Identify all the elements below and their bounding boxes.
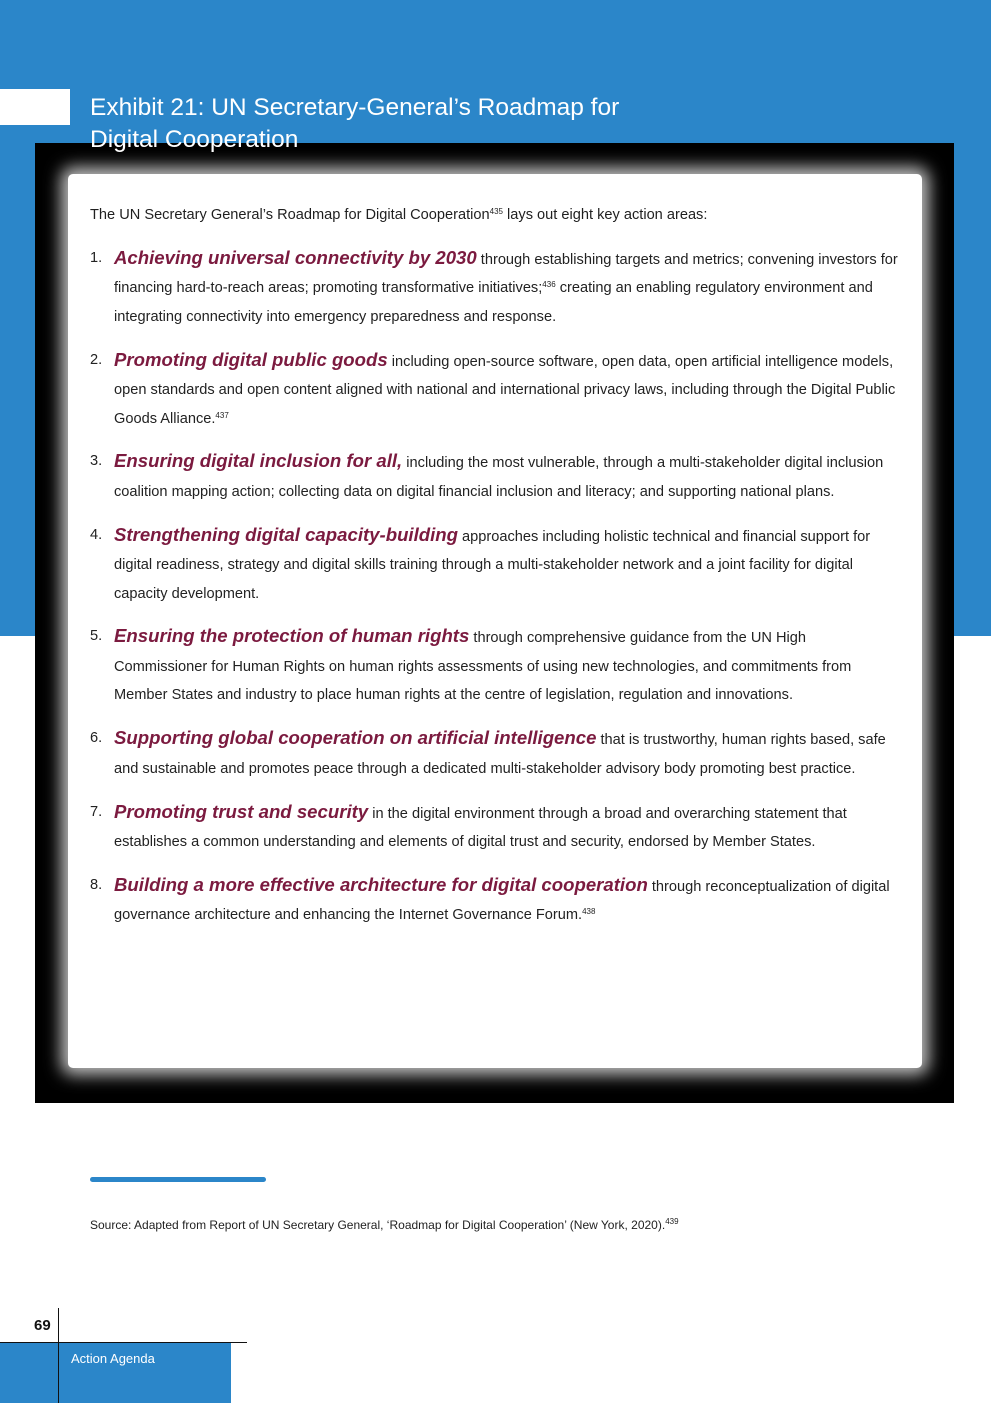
source-note bbox=[90, 1216, 910, 1234]
exhibit-title bbox=[90, 92, 770, 156]
exhibit-title-line-1: Exhibit 21: UN Secretary-General’s Roadmap for bbox=[90, 94, 620, 121]
item-text: approaches including holistic technical and financial support for digital readiness, strategy and digital skills training through a multi-stakeholder network and a joint facility for digital capacity development. bbox=[114, 528, 871, 602]
action-areas-list bbox=[90, 244, 902, 944]
item-text: including open-source software, open data, open artificial intelligence models, open standards and open content aligned with national and international privacy laws, including through the Digital Public Goods Alliance. bbox=[114, 353, 896, 427]
source-text: Source: Adapted from Report of UN Secretary General, ‘Roadmap for Digital Cooperation’ (New York, 2020). bbox=[90, 1218, 666, 1232]
item-heading: Ensuring the protection of human rights bbox=[114, 625, 470, 647]
item-text: including the most vulnerable, through a multi-stakeholder digital inclusion coalition mapping action; collecting data on digital financial inclusion and literacy; and supporting national plans. bbox=[114, 455, 884, 500]
intro-paragraph bbox=[90, 204, 890, 226]
footnote-ref[interactable]: 436 bbox=[542, 280, 556, 290]
item-heading: Strengthening digital capacity-building bbox=[114, 523, 458, 545]
item-text: through comprehensive guidance from the UN High Commissioner for Human Rights on human rights assessments of using new technologies, and commitments from Member States and industry to place human rights at the centre of legislation, regulation and innovations. bbox=[114, 630, 852, 704]
action-area-item bbox=[90, 447, 902, 506]
item-heading: Promoting digital public goods bbox=[114, 348, 388, 370]
item-heading: Supporting global cooperation on artificial intelligence bbox=[114, 727, 597, 749]
action-area-item bbox=[90, 346, 902, 433]
action-area-item bbox=[90, 244, 902, 331]
item-number: 4. bbox=[90, 526, 103, 543]
item-text: through reconceptualization of digital governance architecture and enhancing the Internet Governance Forum. bbox=[114, 878, 890, 924]
page-number: 69 bbox=[34, 1317, 51, 1334]
action-area-item bbox=[90, 724, 902, 783]
action-area-item bbox=[90, 871, 902, 930]
item-text-continued: creating an enabling regulatory environment and integrating connectivity into emergency preparedness and response. bbox=[114, 280, 873, 325]
footnote-ref[interactable]: 435 bbox=[489, 207, 503, 216]
footer-horizontal-rule bbox=[0, 1342, 247, 1343]
action-area-item bbox=[90, 521, 902, 608]
item-number: 2. bbox=[90, 351, 103, 368]
action-area-item bbox=[90, 798, 902, 857]
action-area-item bbox=[90, 622, 902, 709]
footnote-ref[interactable]: 439 bbox=[665, 1217, 679, 1226]
item-number: 7. bbox=[90, 803, 103, 820]
item-text: through establishing targets and metrics; convening investors for financing hard-to-reach areas; promoting transformative initiatives; bbox=[114, 252, 898, 297]
item-heading: Promoting trust and security bbox=[114, 800, 369, 822]
source-divider bbox=[90, 1177, 266, 1182]
footnote-ref[interactable]: 438 bbox=[582, 907, 596, 917]
exhibit-content-card bbox=[68, 174, 922, 1068]
item-text: in the digital environment through a broad and overarching statement that establishes a common understanding and elements of digital trust and security, endorsed by Member States. bbox=[114, 805, 847, 850]
item-number: 6. bbox=[90, 730, 103, 747]
intro-text: The UN Secretary General’s Roadmap for Digital Cooperation bbox=[90, 207, 490, 223]
item-heading: Achieving universal connectivity by 2030 bbox=[114, 247, 477, 268]
item-number: 3. bbox=[90, 453, 103, 470]
item-heading: Building a more effective architecture for digital cooperation bbox=[114, 873, 648, 895]
exhibit-title-line-2: Digital Cooperation bbox=[90, 126, 299, 153]
item-heading: Ensuring digital inclusion for all, bbox=[114, 450, 403, 472]
item-number: 1. bbox=[90, 250, 103, 266]
item-text: that is trustworthy, human rights based, safe and sustainable and promotes peace through a dedicated multi-stakeholder advisory body promoting best practice. bbox=[114, 732, 886, 777]
footnote-ref[interactable]: 437 bbox=[215, 410, 229, 420]
item-number: 5. bbox=[90, 628, 103, 645]
section-label: Action Agenda bbox=[71, 1351, 155, 1366]
item-number: 8. bbox=[90, 876, 103, 893]
footer-vertical-rule bbox=[58, 1308, 59, 1403]
intro-text-end: lays out eight key action areas: bbox=[502, 207, 708, 223]
title-marker-notch bbox=[0, 89, 70, 125]
